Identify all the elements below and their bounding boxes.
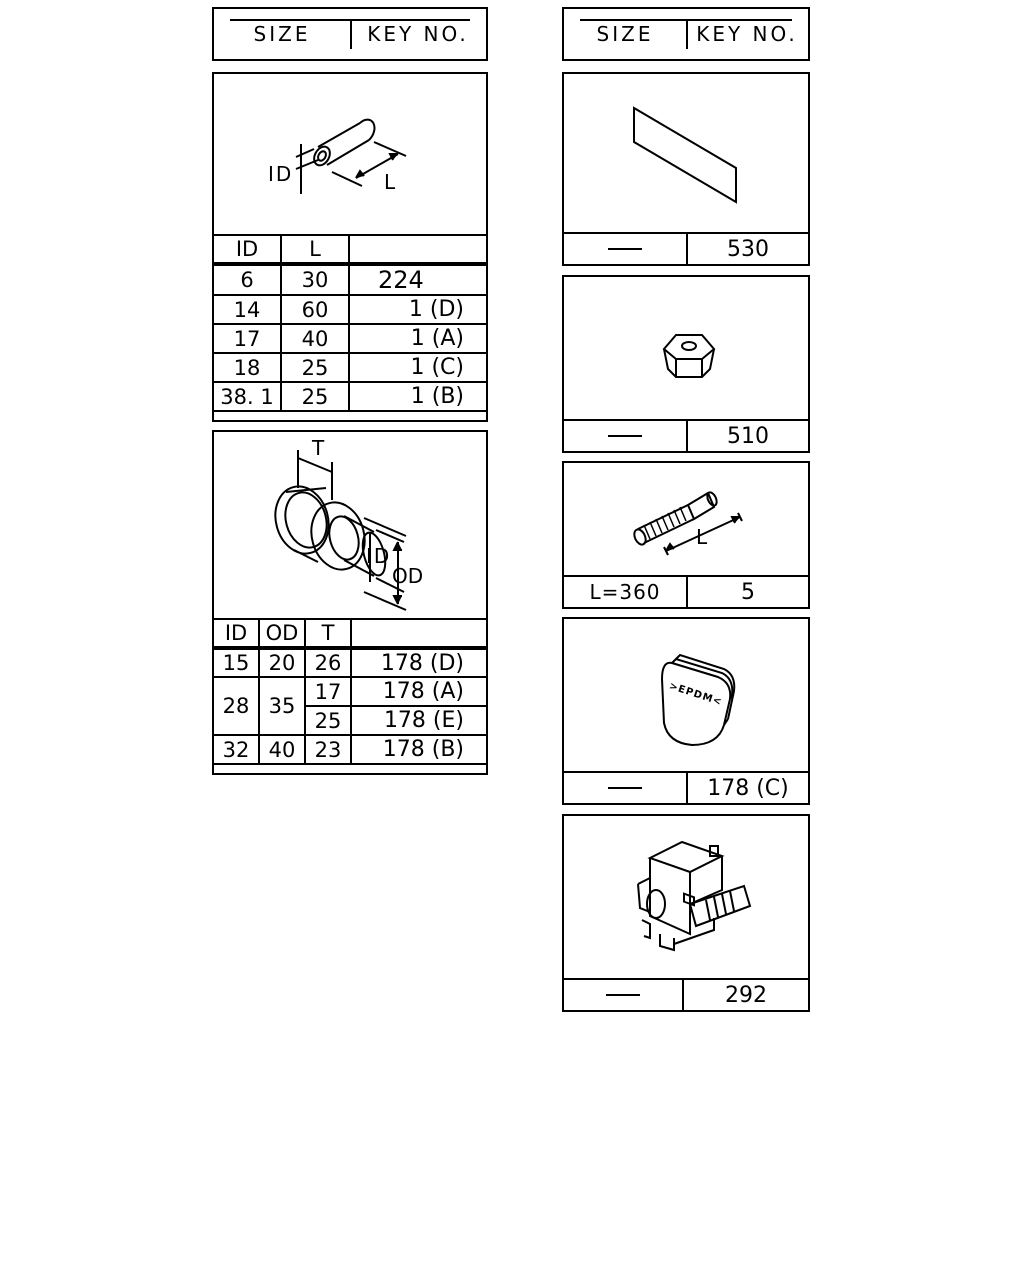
id-cell: 32 — [213, 735, 259, 764]
table-row — [213, 677, 487, 706]
id-cell: 38. 1 — [213, 382, 281, 411]
id-cell: 28 — [213, 677, 259, 735]
dash-mark — [606, 994, 640, 996]
id-cell: 15 — [213, 648, 259, 677]
key-cell: 178 (C) — [707, 775, 789, 801]
key-cell: 1 (C) — [349, 353, 487, 382]
corrugated-tube-part-box — [562, 461, 810, 609]
id-cell: 17 — [213, 324, 281, 353]
column-header: L — [281, 235, 349, 264]
table-row — [213, 353, 487, 382]
clip-nut-illustration — [564, 277, 808, 423]
connector-holder-part-box — [562, 814, 810, 1012]
id-cell: 18 — [213, 353, 281, 382]
id-cell: 14 — [213, 295, 281, 324]
table-row — [213, 648, 487, 677]
right-header — [562, 7, 810, 61]
grommet-illustration — [214, 432, 486, 620]
size-header: SIZE — [596, 22, 654, 46]
size-cell — [564, 421, 688, 451]
column-header: ID — [213, 235, 281, 264]
size-cell — [564, 234, 688, 264]
key-cell: 510 — [727, 423, 769, 449]
key-cell: 530 — [727, 236, 769, 262]
part-row — [564, 575, 808, 607]
table-header-row — [213, 619, 487, 648]
key-cell: 1 (D) — [349, 295, 487, 324]
l-dimension-label: L — [696, 525, 708, 549]
t-cell: 23 — [305, 735, 351, 764]
corrugated-tube-illustration — [564, 463, 808, 579]
od-cell: 40 — [259, 735, 305, 764]
id-cell: 6 — [213, 264, 281, 295]
od-cell: 20 — [259, 648, 305, 677]
l-dimension-label: L — [384, 170, 396, 194]
key-cell: 5 — [741, 579, 755, 605]
key-cell: 178 (E) — [351, 706, 487, 735]
l-cell: 30 — [281, 264, 349, 295]
key-cell: 178 (D) — [351, 648, 487, 677]
tube-illustration — [214, 74, 486, 234]
t-cell: 26 — [305, 648, 351, 677]
t-cell: 17 — [305, 677, 351, 706]
t-dimension-label: T — [312, 436, 325, 460]
od-dimension-label: OD — [392, 564, 424, 588]
key-no-header: KEY NO. — [367, 22, 469, 46]
table-row — [213, 735, 487, 764]
table-row — [213, 264, 487, 295]
l-cell: 40 — [281, 324, 349, 353]
clip-nut-part-box — [562, 275, 810, 453]
epdm-cap-part-box — [562, 617, 810, 805]
table-row — [213, 295, 487, 324]
table-row — [213, 382, 487, 411]
tube-size-table — [212, 234, 488, 412]
id-dimension-label: ID — [268, 162, 294, 186]
t-cell: 25 — [305, 706, 351, 735]
dash-mark — [608, 248, 642, 250]
l-cell: 60 — [281, 295, 349, 324]
part-row — [564, 978, 808, 1010]
column-header — [349, 235, 487, 264]
key-cell: 1 (B) — [349, 382, 487, 411]
column-header — [351, 619, 487, 648]
key-cell: 178 (B) — [351, 735, 487, 764]
sheet-illustration — [564, 74, 808, 234]
l-cell: 25 — [281, 382, 349, 411]
grommet-part-box — [212, 430, 488, 775]
size-cell — [564, 773, 688, 803]
part-row — [564, 419, 808, 451]
key-cell: 1 (A) — [349, 324, 487, 353]
key-cell: 292 — [725, 982, 767, 1008]
grommet-size-table — [212, 618, 488, 765]
left-header — [212, 7, 488, 61]
connector-holder-illustration — [564, 816, 808, 982]
dash-mark — [608, 787, 642, 789]
size-cell: L=360 — [564, 577, 688, 607]
epdm-stamp-text: >EPDM< — [667, 680, 724, 709]
key-cell: 224 — [349, 264, 487, 295]
key-no-header: KEY NO. — [696, 22, 798, 46]
part-row — [564, 771, 808, 803]
size-cell — [564, 980, 684, 1010]
dash-mark — [608, 435, 642, 437]
od-cell: 35 — [259, 677, 305, 735]
key-cell: 178 (A) — [351, 677, 487, 706]
tube-part-box — [212, 72, 488, 422]
l-cell: 25 — [281, 353, 349, 382]
size-header: SIZE — [253, 22, 311, 46]
id-dimension-label: ID — [366, 544, 392, 568]
sheet-part-box — [562, 72, 810, 266]
part-row — [564, 232, 808, 264]
table-header-row — [213, 235, 487, 264]
column-header: ID — [213, 619, 259, 648]
table-row — [213, 324, 487, 353]
column-header: OD — [259, 619, 305, 648]
column-header: T — [305, 619, 351, 648]
